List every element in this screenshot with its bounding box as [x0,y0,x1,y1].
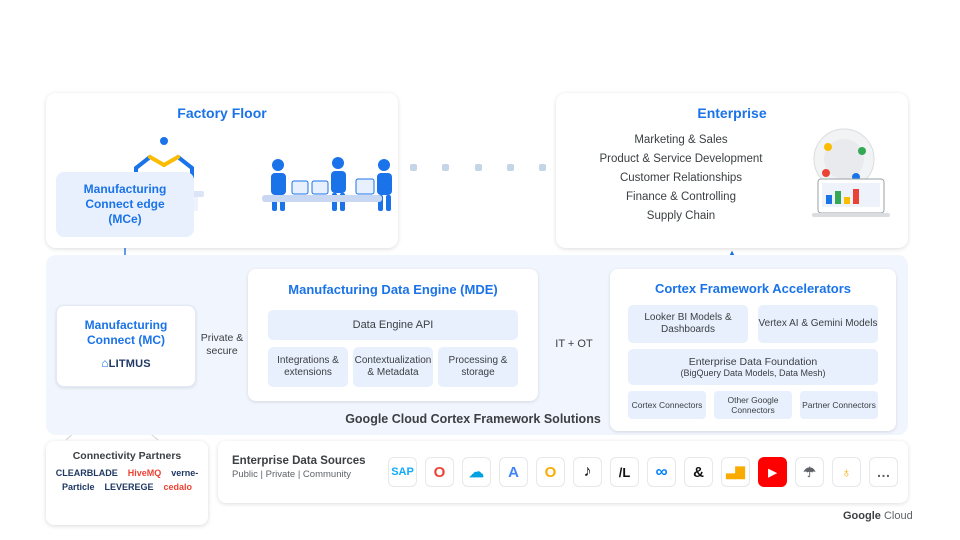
edf-subtitle: (BigQuery Data Models, Data Mesh) [680,368,826,378]
factory-floor-title: Factory Floor [177,105,267,121]
ampersand-icon[interactable]: & [684,457,713,487]
mce-line-2: Connect edge [85,197,165,211]
partner-logo-clearblade: CLEARBLADE [55,468,118,478]
sap-icon[interactable]: SAP [388,457,417,487]
dot [539,164,546,171]
youtube-icon[interactable]: ▶ [758,457,787,487]
manufacturing-connect-edge-box [56,172,194,237]
enterprise-title: Enterprise [697,105,767,121]
platform-caption: Google Cloud Cortex Framework Solutions [345,412,601,426]
oracle-icon[interactable]: O [425,457,454,487]
wordmark-google: Google [843,510,881,522]
cortex-models-row [628,305,878,343]
analytics-bars-icon[interactable]: ▃▇ [721,457,750,487]
mde-cell-contextualization: Contextualization & Metadata [353,347,433,387]
sources-title: Enterprise Data Sources [232,455,366,467]
dot [442,164,449,171]
mc-line-1: Manufacturing [84,318,168,332]
source-icon-list [388,451,898,493]
mce-line-3: (MCe) [108,212,142,226]
dot [475,164,482,171]
partner-connectors-cell: Partner Connectors [800,391,878,419]
mde-cell-integrations: Integrations & extensions [268,347,348,387]
mde-title: Manufacturing Data Engine (MDE) [288,282,498,297]
dotted-connector [410,163,546,171]
partner-logo-particle: Particle [61,482,95,492]
it-ot-label: IT + OT [555,338,593,350]
mc-line-2: Connect (MC) [87,333,165,347]
enterprise-item: Product & Service Development [599,153,763,165]
mde-panel [248,269,538,401]
enterprise-data-sources-label [232,455,392,480]
partner-logo-verne: verne- [171,468,199,478]
meta-icon[interactable]: ∞ [647,457,676,487]
enterprise-data-sources-bar [218,441,908,503]
enterprise-illustration [788,121,908,221]
enterprise-item: Finance & Controlling [626,191,736,203]
litmus-partner-logo [57,356,195,370]
dot [410,164,417,171]
partner-logo-levereqe: LEVEREGE [104,482,154,492]
enterprise-item: Customer Relationships [619,172,743,184]
google-cloud-wordmark [843,510,913,522]
cortex-connectors-cell: Cortex Connectors [628,391,706,419]
google-analytics-icon[interactable]: O [536,457,565,487]
litmus-chevron-icon: ⌂ [101,356,109,370]
partner-logo-hivemq: HiveMQ [127,468,162,478]
vertex-ai-gemini-cell: Vertex AI & Gemini Models [758,305,878,343]
liveramp-icon[interactable]: /L [610,457,639,487]
mde-cell-processing: Processing & storage [438,347,518,387]
tiktok-icon[interactable]: ♪ [573,457,602,487]
dot [507,164,514,171]
google-ads-icon[interactable]: A [499,457,528,487]
data-engine-api-block: Data Engine API [268,310,518,340]
enterprise-data-foundation-block [628,349,878,385]
looker-bi-models-cell: Looker BI Models & Dashboards [628,305,748,343]
cortex-title: Cortex Framework Accelerators [654,281,852,296]
trophy-icon[interactable]: ♁ [832,457,861,487]
edf-title: Enterprise Data Foundation [688,356,818,368]
weather-icon[interactable]: ☂ [795,457,824,487]
enterprise-panel [556,93,908,248]
private-secure-label: Private & secure [200,332,244,357]
manufacturing-connect-box [56,305,196,387]
sources-subtitle: Public | Private | Community [232,469,351,480]
connectivity-partners-title: Connectivity Partners [72,450,182,462]
enterprise-capability-list [576,131,786,226]
wordmark-cloud: Cloud [883,510,913,522]
cortex-accelerators-panel [610,269,896,431]
partner-logo-cedalo: cedalo [163,482,193,492]
enterprise-item: Marketing & Sales [634,134,728,146]
more-icon[interactable]: … [869,457,898,487]
connectivity-partners-card [46,441,208,525]
salesforce-icon[interactable]: ☁ [462,457,491,487]
partner-logo-list [46,468,208,492]
mde-capability-row [268,347,518,387]
other-google-connectors-cell: Other Google Connectors [714,391,792,419]
litmus-label: LITMUS [108,358,151,370]
mce-line-1: Manufacturing [83,182,167,196]
enterprise-item: Supply Chain [646,210,716,222]
